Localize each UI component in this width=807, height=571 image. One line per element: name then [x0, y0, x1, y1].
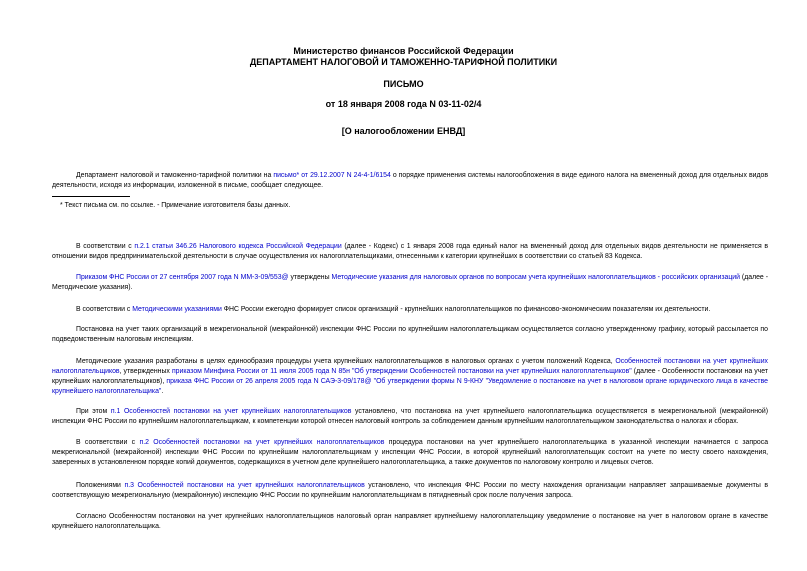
- department-title: ДЕПАРТАМЕНТ НАЛОГОВОЙ И ТАМОЖЕННО-ТАРИФНОЙ ПОЛИТИКИ: [249, 57, 558, 67]
- footnote: * Текст письма см. по ссылке. - Примечание изготовителя базы данных.: [60, 202, 291, 209]
- paragraph-notification: Согласно Особенностям постановки на учет крупнейших налогоплательщиков налоговый орган направляет крупнейшему налогоплательщику уведомление о постановке на учет в налоговом органе в качестве крупнейшего налогоплательщика.: [52, 513, 768, 530]
- point-1-link[interactable]: п.1 Особенностей постановки на учет крупнейших налогоплательщиков: [110, 408, 352, 415]
- minfin-order-link[interactable]: приказом Минфина России от 11 июля 2005 года N 85н "Об утверждении Особенностей постановки на учет крупнейших налогоплательщиков": [171, 368, 632, 375]
- paragraph-intro: Департамент налоговой и таможенно-тарифной политики на письмо* от 29.12.2007 N 24-4-1/6154 о порядке применения системы налогообложения в виде единого налога на вмененный доход для отдельных видов деятельности, исходя из информации, изложенной в письме, сообщает следующее.: [52, 172, 768, 189]
- guidelines-ref-link[interactable]: Методическими указаниями: [132, 306, 222, 313]
- paragraph-guidelines: В соответствии с Методическими указаниями ФНС России ежегодно формирует список организаций - крупнейших налогоплательщиков по финансово-экономическим показателям их деятельности.: [76, 306, 711, 313]
- paragraph-tax-code: В соответствии с п.2.1 статьи 346.26 Налогового кодекса Российской Федерации (далее - Кодекс) с 1 января 2008 года единый налог на вмененный доход для отдельных видов деятельности не применяется в отношении видов предпринимательской деятельности в случае осуществления их налогоплательщиками, отнесенными к категории крупнейших в соответствии со статьей 83 Кодекса.: [52, 243, 769, 260]
- document-date-number: от 18 января 2008 года N 03-11-02/4: [325, 99, 482, 109]
- paragraph-order: Приказом ФНС России от 27 сентября 2007 года N ММ-3-09/553@ утверждены Методические указания для налоговых органов по вопросам учета крупнейших налогоплательщиков - российских организаций (далее - Методические указания).: [52, 274, 768, 291]
- point-2-link[interactable]: п.2 Особенностей постановки на учет крупнейших налогоплательщиков: [139, 439, 385, 446]
- tax-code-link[interactable]: п.2.1 статьи 346.26 Налогового кодекса Российской Федерации: [134, 243, 342, 250]
- paragraph-registration: Постановка на учет таких организаций в межрегиональной (межрайонной) инспекции ФНС России по крупнейшим налогоплательщикам осуществляется согласно утвержденному графику, который рассылается по подведомственным налоговым инспекциям.: [52, 326, 768, 343]
- paragraph-point-3: Положениями п.3 Особенностей постановки на учет крупнейших налогоплательщиков установлено, что инспекция ФНС России по месту нахождения организации направляет запрашиваемые документы в соответствующую межрегиональную (межрайонную) инспекцию ФНС России по крупнейшим налогоплательщикам в пятидневный срок после получения запроса.: [52, 482, 768, 499]
- order-link[interactable]: Приказом ФНС России от 27 сентября 2007 года N ММ-3-09/553@: [76, 274, 289, 281]
- fns-order-link[interactable]: приказа ФНС России от 26 апреля 2005 года N САЭ-3-09/178@ "Об утверждении формы N 9-КНУ "Уведомление о постановке на учет в налоговом органе юридического лица в качестве крупнейшего налогоплательщика": [52, 378, 768, 395]
- ministry-title: Министерство финансов Российской Федерации: [293, 46, 514, 56]
- guidelines-link[interactable]: Методические указания для налоговых органов по вопросам учета крупнейших налогоплательщиков - российских организаций: [331, 274, 740, 281]
- features-link[interactable]: Особенностей постановки на учет крупнейших налогоплательщиков: [52, 358, 768, 375]
- footnote-divider: [52, 196, 130, 197]
- paragraph-point-1: При этом п.1 Особенностей постановки на учет крупнейших налогоплательщиков установлено, что постановка на учет крупнейшего налогоплательщика осуществляется в межрегиональной (межрайонной) инспекции ФНС России по крупнейшим налогоплательщикам, к компетенции которой отнесен налоговый контроль за соблюдением данным крупнейшим налогоплательщиком законодательства о налогах и сборах.: [52, 408, 768, 425]
- paragraph-point-2: В соответствии с п.2 Особенностей постановки на учет крупнейших налогоплательщиков процедура постановки на учет крупнейшего налогоплательщика в указанной инспекции начинается с запроса межрегиональной (межрайонной) инспекции ФНС России по крупнейшим налогоплательщикам у инспекции ФНС России, в которой крупнейший налогоплательщик состоит на учете по месту своего нахождения, заверенных в установленном порядке копий документов, содержащихся в учетном деле крупнейшего налогоплательщика, а также документов по налоговому контролю и лицевых счетов.: [52, 439, 769, 466]
- point-3-link[interactable]: п.3 Особенностей постановки на учет крупнейших налогоплательщиков: [124, 482, 365, 489]
- document-type: ПИСЬМО: [383, 79, 424, 89]
- paragraph-methodology: Методические указания разработаны в целях единообразия процедуры учета крупнейших налогоплательщиков в налоговых органах с учетом положений Кодекса, Особенностей постановки на учет крупнейших налогоплательщиков, утвержденных приказом Минфина России от 11 июля 2005 года N 85н "Об утверждении Особенностей постановки на учет крупнейших налогоплательщиков" (далее - Особенности постановки на учет крупнейших налогоплательщиков), приказа ФНС России от 26 апреля 2005 года N САЭ-3-09/178@ "Об утверждении формы N 9-КНУ "Уведомление о постановке на учет в налоговом органе юридического лица в качестве крупнейшего налогоплательщика".: [52, 358, 768, 395]
- document-subject: [О налогообложении ЕНВД]: [341, 126, 466, 136]
- letter-link[interactable]: письмо* от 29.12.2007 N 24-4-1/6154: [273, 172, 391, 179]
